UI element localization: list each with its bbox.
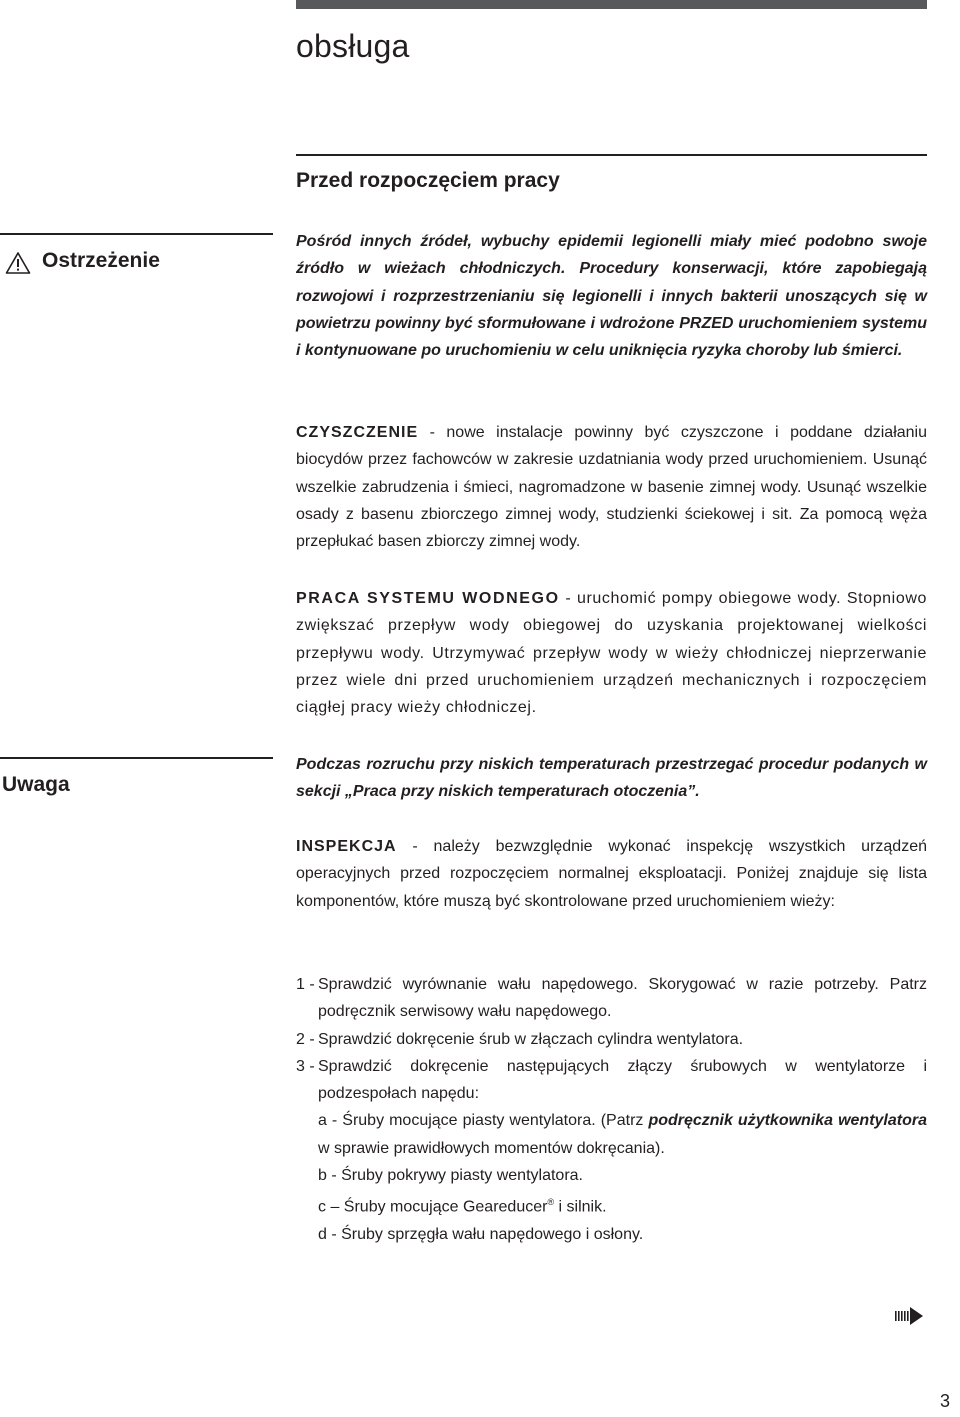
inspection-text: - należy bezwzględnie wykonać inspekcję wszystkich urządzeń operacyjnych przed rozpoczęciem normalnej eksploatacji. Poniżej znajduje się lista komponentów, które muszą być skontrolowane przed uruchomieniem wieży: [296,838,927,910]
continue-arrow-icon [894,1306,924,1326]
checklist [296,971,927,1248]
list-item-text: Sprawdzić wyrównanie wału napędowego. Skorygować w razie potrzeby. Patrz podręcznik serwisowy wału napędowego. [318,976,927,1021]
manual-reference: podręcznik użytkownika wentylatora [648,1112,927,1130]
water-system-paragraph [296,585,927,721]
note-label: Uwaga [2,773,70,796]
cleaning-paragraph [296,419,927,555]
list-item [296,1026,927,1053]
header-bar [296,0,927,9]
warning-text: Pośród innych źródeł, wybuchy epidemii legionelli miały mieć podobno swoje źródło w wieżach chłodniczych. Procedury konserwacji, które zapobiegają rozwojowi i rozprzestrzenianiu się legionelli i innych bakterii unoszących się w powietrzu powinny być sformułowane i wdrożone PRZED uruchomieniem systemu i kontynuowane po uruchomieniu w celu uniknięcia ryzyka choroby lub śmierci. [296,233,927,360]
section-rule [296,154,927,156]
sub-item-a-prefix: a - Śruby mocujące piasty wentylatora. (Patrz [318,1112,649,1130]
registered-mark: ® [547,1197,555,1208]
warning-triangle-icon [5,251,31,275]
warning-text-block [296,228,927,364]
list-item-text: Sprawdzić dokręcenie śrub w złączach cylindra wentylatora. [318,1030,744,1048]
list-item [296,971,927,1026]
warning-rule [0,233,273,235]
section-title: Przed rozpoczęciem pracy [296,169,560,192]
sub-item-c-suffix: i silnik. [554,1198,607,1216]
inspection-heading: INSPEKCJA [296,838,397,855]
inspection-paragraph [296,833,927,915]
warning-label: Ostrzeżenie [42,249,160,272]
list-item-text: Sprawdzić dokręcenie następujących złączy śrubowych w wentylatorze i podzespołach napędu: [318,1057,927,1103]
note-rule [0,757,273,759]
sub-item-a [296,1107,927,1162]
cleaning-text: - nowe instalacje powinny być czyszczone i poddane działaniu biocydów przez fachowców w zakresie uzdatniania wody przed uruchomieniem. Usunąć wszelkie zabrudzenia i śmieci, nagromadzone w basenie zimnej wody. Usunąć wszelkie osady z basenu zbiorczego zimnej wody, studzienki ściekowej i sit. Za pomocą węża przepłukać basen zbiorczy zimnej wody. [296,424,927,551]
list-item-number: 2 - [296,1030,315,1048]
sub-item-b: b - Śruby pokrywy piasty wentylatora. [318,1167,583,1185]
sub-item-a-suffix: w sprawie prawidłowych momentów dokręcania). [318,1139,665,1157]
water-system-text: - uruchomić pompy obiegowe wody. Stopniowo zwiększać przepływ wody obiegowej do uzyskania projektowanej wielkości przepływu wody. Utrzymywać przepływ wody w wieży chłodniczej nieprzerwanie przez wiele dni przed uruchomieniem urządzeń mechanicznych i rozpoczęciem ciągłej pracy wieży chłodniczej. [296,590,927,717]
list-item [296,1053,927,1108]
water-system-heading: PRACA SYSTEMU WODNEGO [296,590,560,607]
cleaning-heading: CZYSZCZENIE [296,424,419,441]
page-number: 3 [940,1391,951,1411]
sub-item-c [296,1189,927,1221]
sub-item-c-prefix: c – Śruby mocujące Geareducer [318,1198,548,1216]
note-block [296,751,927,806]
sub-item-d: d - Śruby sprzęgła wału napędowego i osłony. [318,1226,644,1243]
chapter-title: obsługa [296,28,410,64]
list-item-number: 1 - [296,976,315,993]
note-text: Podczas rozruchu przy niskich temperaturach przestrzegać procedur podanych w sekcji „Praca przy niskich temperaturach otoczenia”. [296,756,927,801]
list-item-number: 3 - [296,1057,315,1075]
